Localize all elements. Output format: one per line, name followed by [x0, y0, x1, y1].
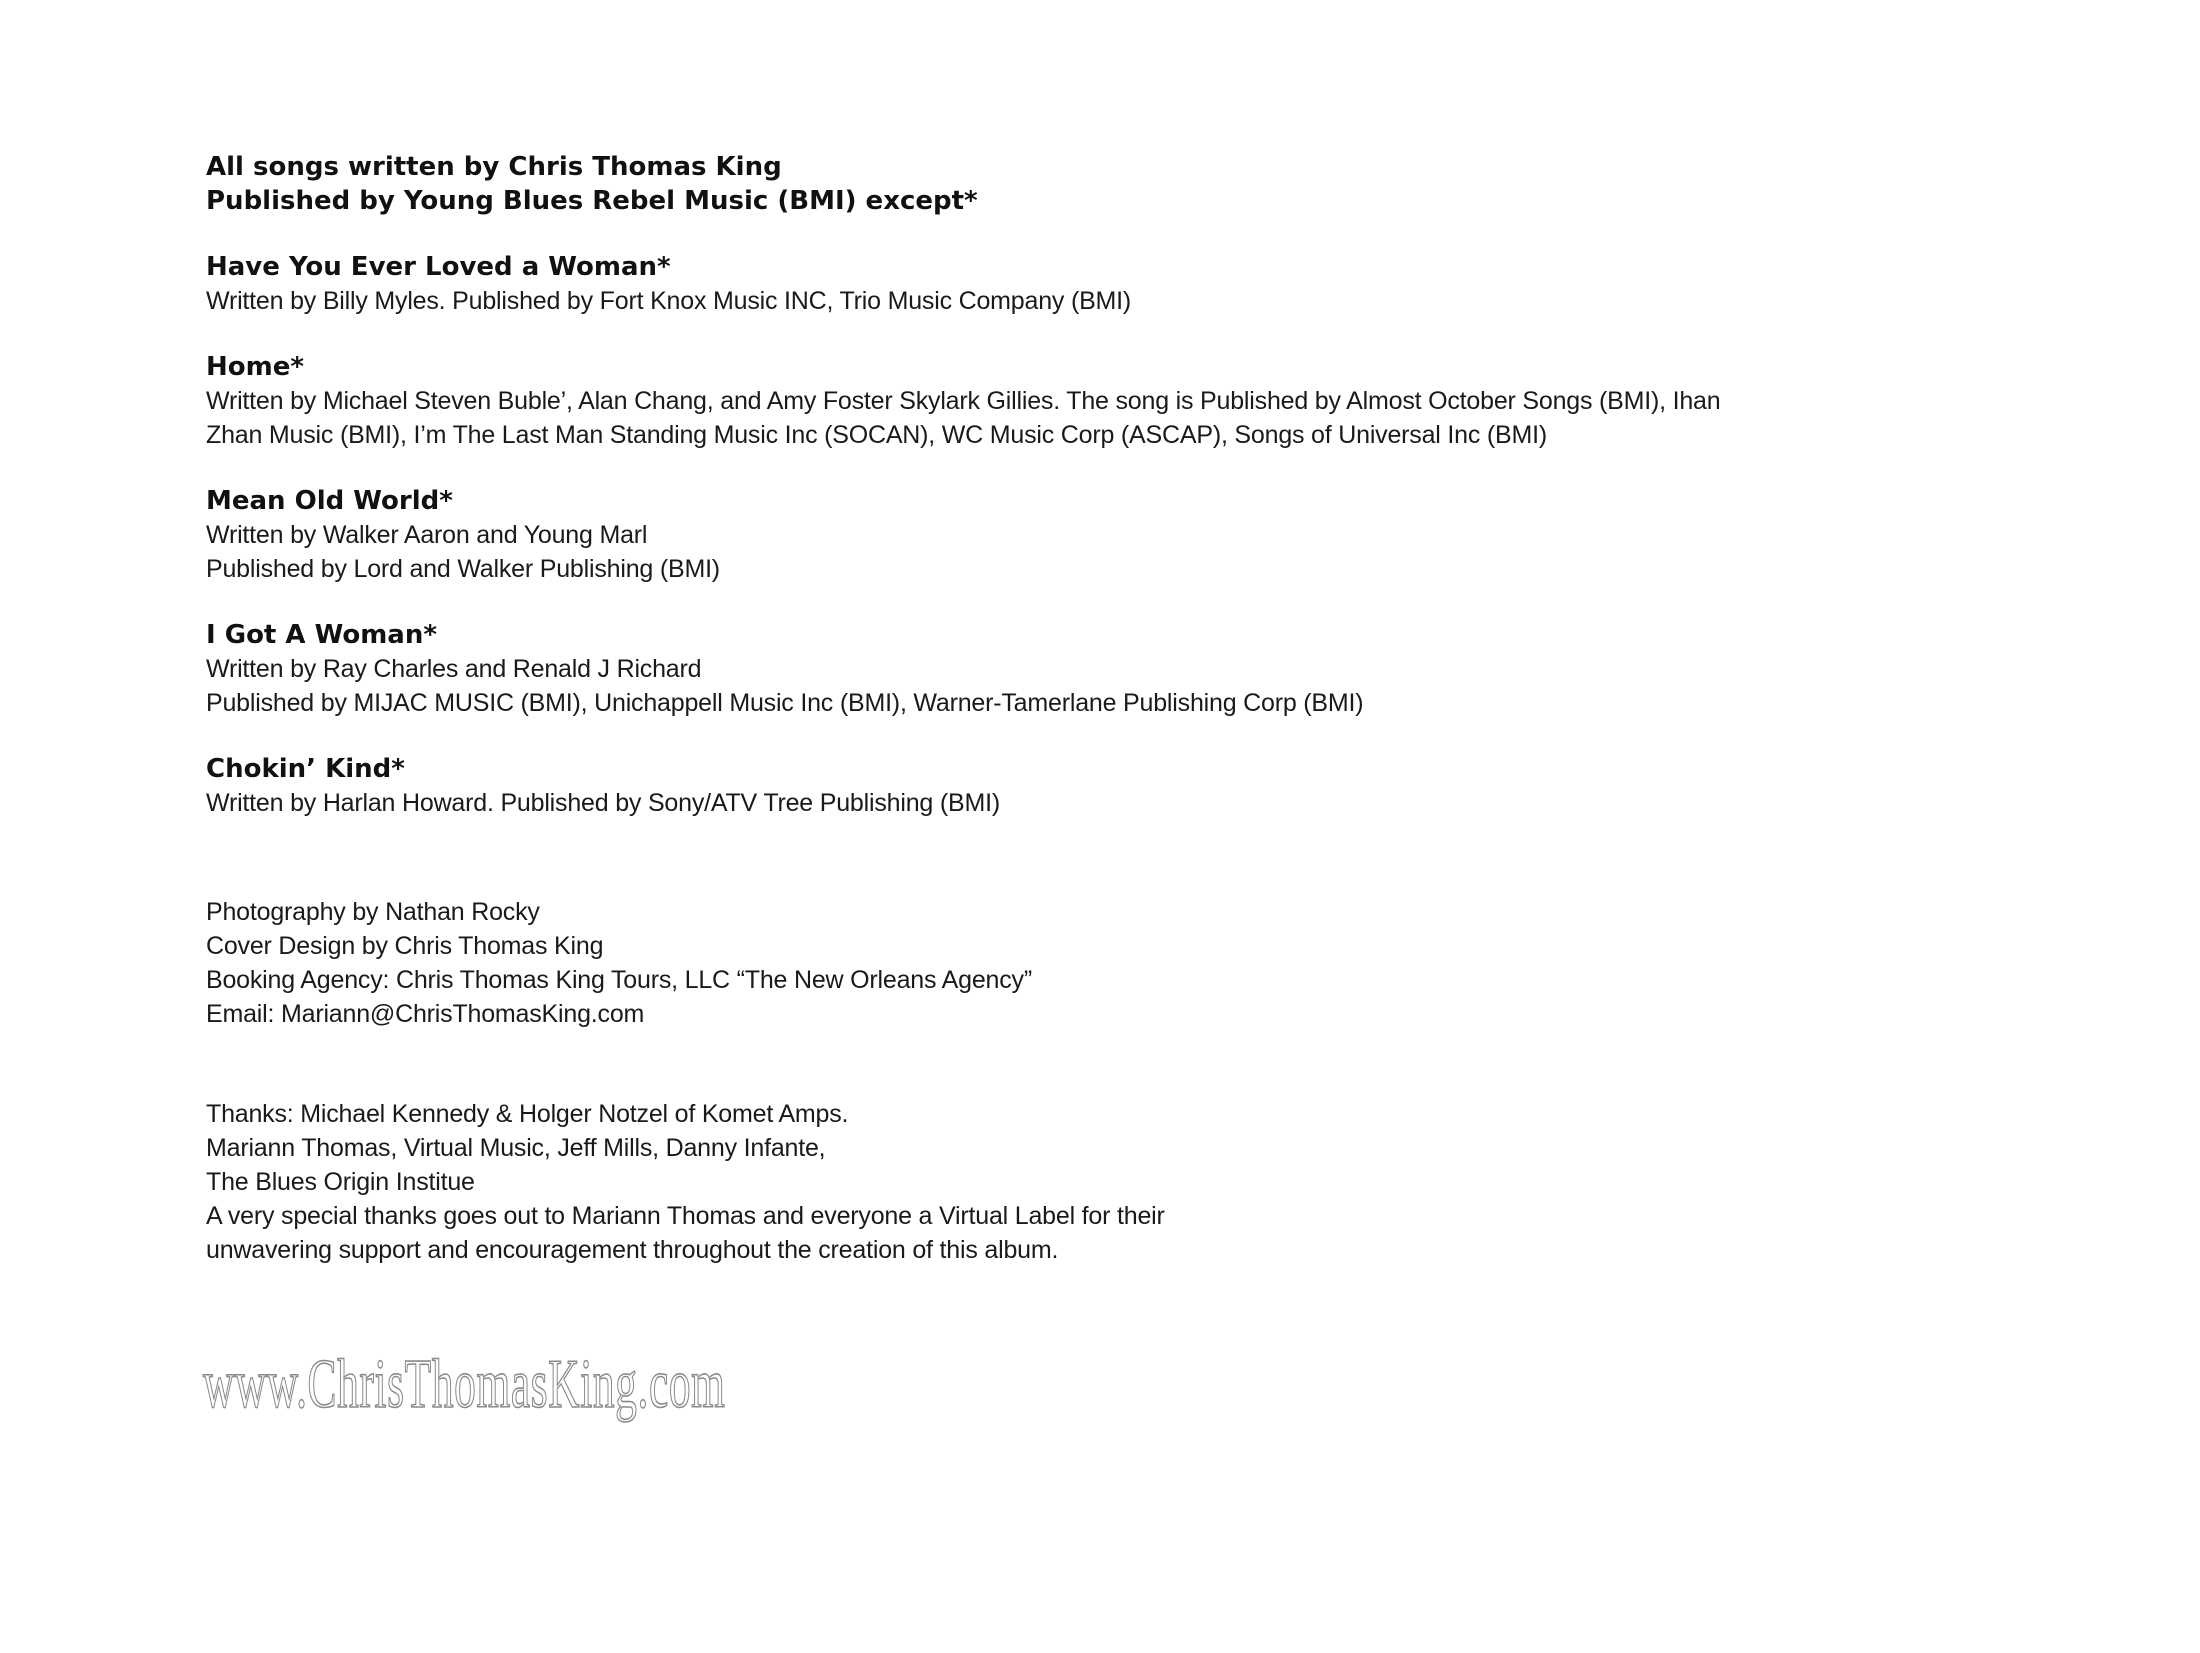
- liner-notes: [206, 150, 2106, 1267]
- cover-design-credit: Cover Design by Chris Thomas King: [206, 932, 604, 960]
- thanks-line: unwavering support and encouragement throughout the creation of this album.: [206, 1236, 1059, 1264]
- song-credit: [206, 250, 2106, 318]
- booking-agency-credit: Booking Agency: Chris Thomas King Tours, LLC “The New Orleans Agency”: [206, 966, 1032, 994]
- thanks-line: Thanks: Michael Kennedy & Holger Notzel of Komet Amps.: [206, 1100, 849, 1128]
- song-credit-line: Written by Billy Myles. Published by Fort Knox Music INC, Trio Music Company (BMI): [206, 287, 1132, 315]
- thanks-line: Mariann Thomas, Virtual Music, Jeff Mills, Danny Infante,: [206, 1134, 826, 1162]
- song-title: Home*: [206, 352, 304, 382]
- thanks-section: [206, 1097, 2106, 1267]
- thanks-line: A very special thanks goes out to Mariann Thomas and everyone a Virtual Label for their: [206, 1202, 1165, 1230]
- email-contact: Email: Mariann@ChrisThomasKing.com: [206, 1000, 645, 1028]
- song-credit-line: Written by Michael Steven Buble’, Alan Chang, and Amy Foster Skylark Gillies. The song is Published by Almost October Songs (BMI), Ihan: [206, 387, 1721, 415]
- website-url: www.ChrisThomasKing.com: [203, 1346, 726, 1423]
- header-published-by: Published by Young Blues Rebel Music (BMI) except*: [206, 186, 978, 216]
- header-written-by: All songs written by Chris Thomas King: [206, 152, 782, 182]
- song-credit-line: Zhan Music (BMI), I’m The Last Man Standing Music Inc (SOCAN), WC Music Corp (ASCAP), Songs of Universal Inc (BMI): [206, 421, 1547, 449]
- song-credit: [206, 350, 2106, 452]
- song-credit: [206, 752, 2106, 820]
- song-title: I Got A Woman*: [206, 620, 437, 650]
- photography-credit: Photography by Nathan Rocky: [206, 898, 540, 926]
- song-credit-line: Published by MIJAC MUSIC (BMI), Unichappell Music Inc (BMI), Warner-Tamerlane Publishing Corp (BMI): [206, 689, 1364, 717]
- thanks-line: The Blues Origin Institue: [206, 1168, 475, 1196]
- song-credit-line: Written by Walker Aaron and Young Marl: [206, 521, 648, 549]
- song-credit-line: Written by Harlan Howard. Published by Sony/ATV Tree Publishing (BMI): [206, 789, 1000, 817]
- production-credits: [206, 895, 2106, 1031]
- song-title: Mean Old World*: [206, 486, 453, 516]
- song-title: Have You Ever Loved a Woman*: [206, 252, 671, 282]
- song-title: Chokin’ Kind*: [206, 754, 405, 784]
- song-credit-line: Written by Ray Charles and Renald J Richard: [206, 655, 702, 683]
- song-credit-line: Published by Lord and Walker Publishing (BMI): [206, 555, 720, 583]
- song-credit: [206, 484, 2106, 586]
- song-credit: [206, 618, 2106, 720]
